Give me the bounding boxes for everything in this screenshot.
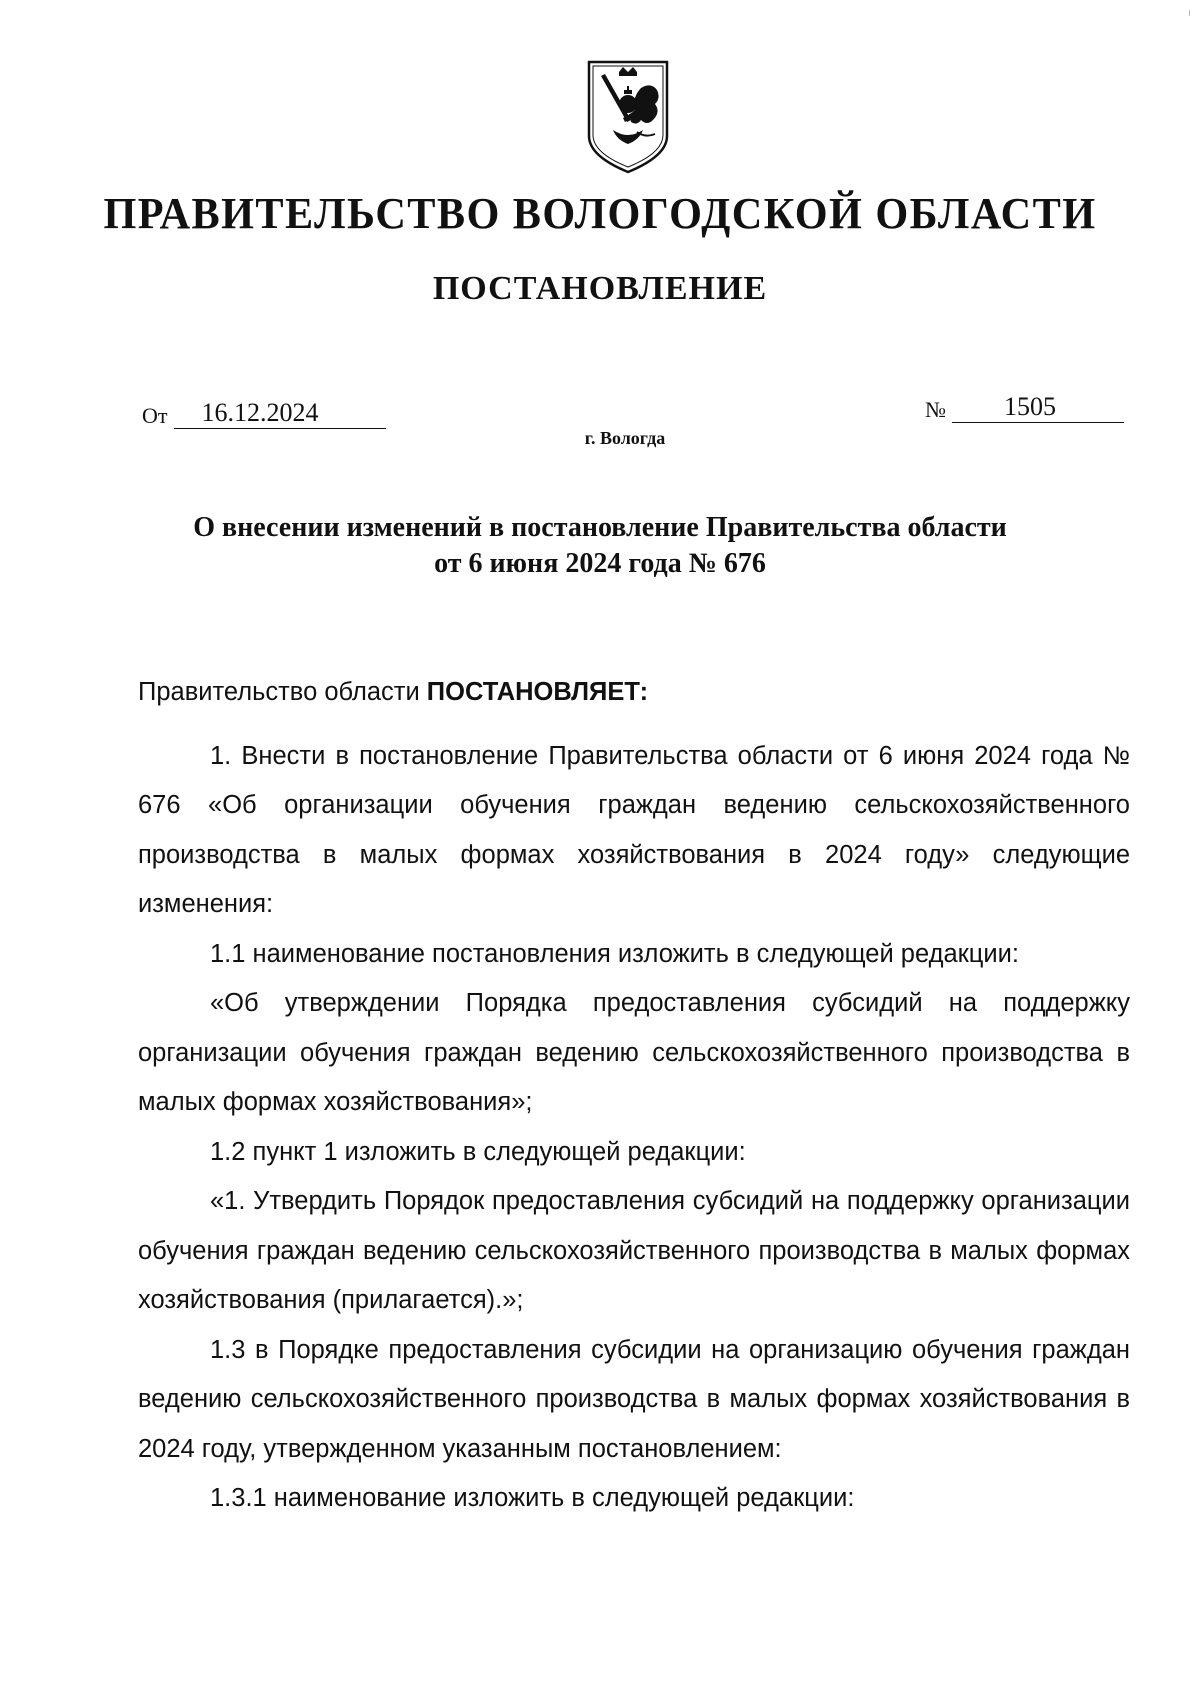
lead-bold: ПОСТАНОВЛЯЕТ:	[426, 678, 649, 706]
number-line	[925, 392, 1124, 423]
date-value: 16.12.2024	[174, 398, 386, 429]
date-line	[142, 398, 386, 429]
paragraph-1-2: 1.2 пункт 1 изложить в следующей редакции:	[210, 1137, 746, 1166]
date-label: От	[142, 403, 168, 428]
city: г. Вологда	[584, 428, 666, 448]
number-value: 1505	[952, 392, 1124, 423]
document-body	[138, 668, 1130, 1524]
subject-line-1: О внесении изменений в постановление Правительства области	[193, 512, 1007, 543]
subject-line-2: от 6 июня 2024 года № 676	[434, 548, 766, 579]
scan-mark	[1189, 10, 1190, 16]
paragraph-1-1-quote: «Об утверждении Порядка предоставления субсидий на поддержку организации обучения граждан ведению сельскохозяйственного производства в малых формах хозяйствования»;	[138, 989, 1130, 1116]
government-title: ПРАВИТЕЛЬСТВО ВОЛОГОДСКОЙ ОБЛАСТИ	[103, 189, 1097, 238]
document-subject	[150, 510, 1050, 582]
vologda-coat-of-arms-icon	[583, 58, 673, 176]
document-type: ПОСТАНОВЛЕНИЕ	[432, 270, 768, 307]
number-label: №	[925, 397, 946, 422]
paragraph-1-1: 1.1 наименование постановления изложить в следующей редакции:	[210, 939, 1019, 968]
lead-normal: Правительство области	[138, 678, 427, 706]
paragraph-1-3-1: 1.3.1 наименование изложить в следующей редакции:	[210, 1484, 855, 1512]
paragraph-1-2-quote: «1. Утвердить Порядок предоставления субсидий на поддержку организации обучения граждан ведению сельскохозяйственного производства в малых формах хозяйствования (прилагается).»;	[138, 1187, 1130, 1314]
paragraph-1: 1. Внести в постановление Правительства области от 6 июня 2024 года № 676 «Об организации обучения граждан ведению сельскохозяйственного производства в малых формах хозяйствования в 2024 году» следующие изменения:	[138, 741, 1130, 918]
paragraph-1-3: 1.3 в Порядке предоставления субсидии на организацию обучения граждан ведению сельскохозяйственного производства в малых формах хозяйствования в 2024 году, утвержденном указанным постановлением:	[138, 1335, 1130, 1463]
lead-paragraph	[138, 668, 1130, 718]
